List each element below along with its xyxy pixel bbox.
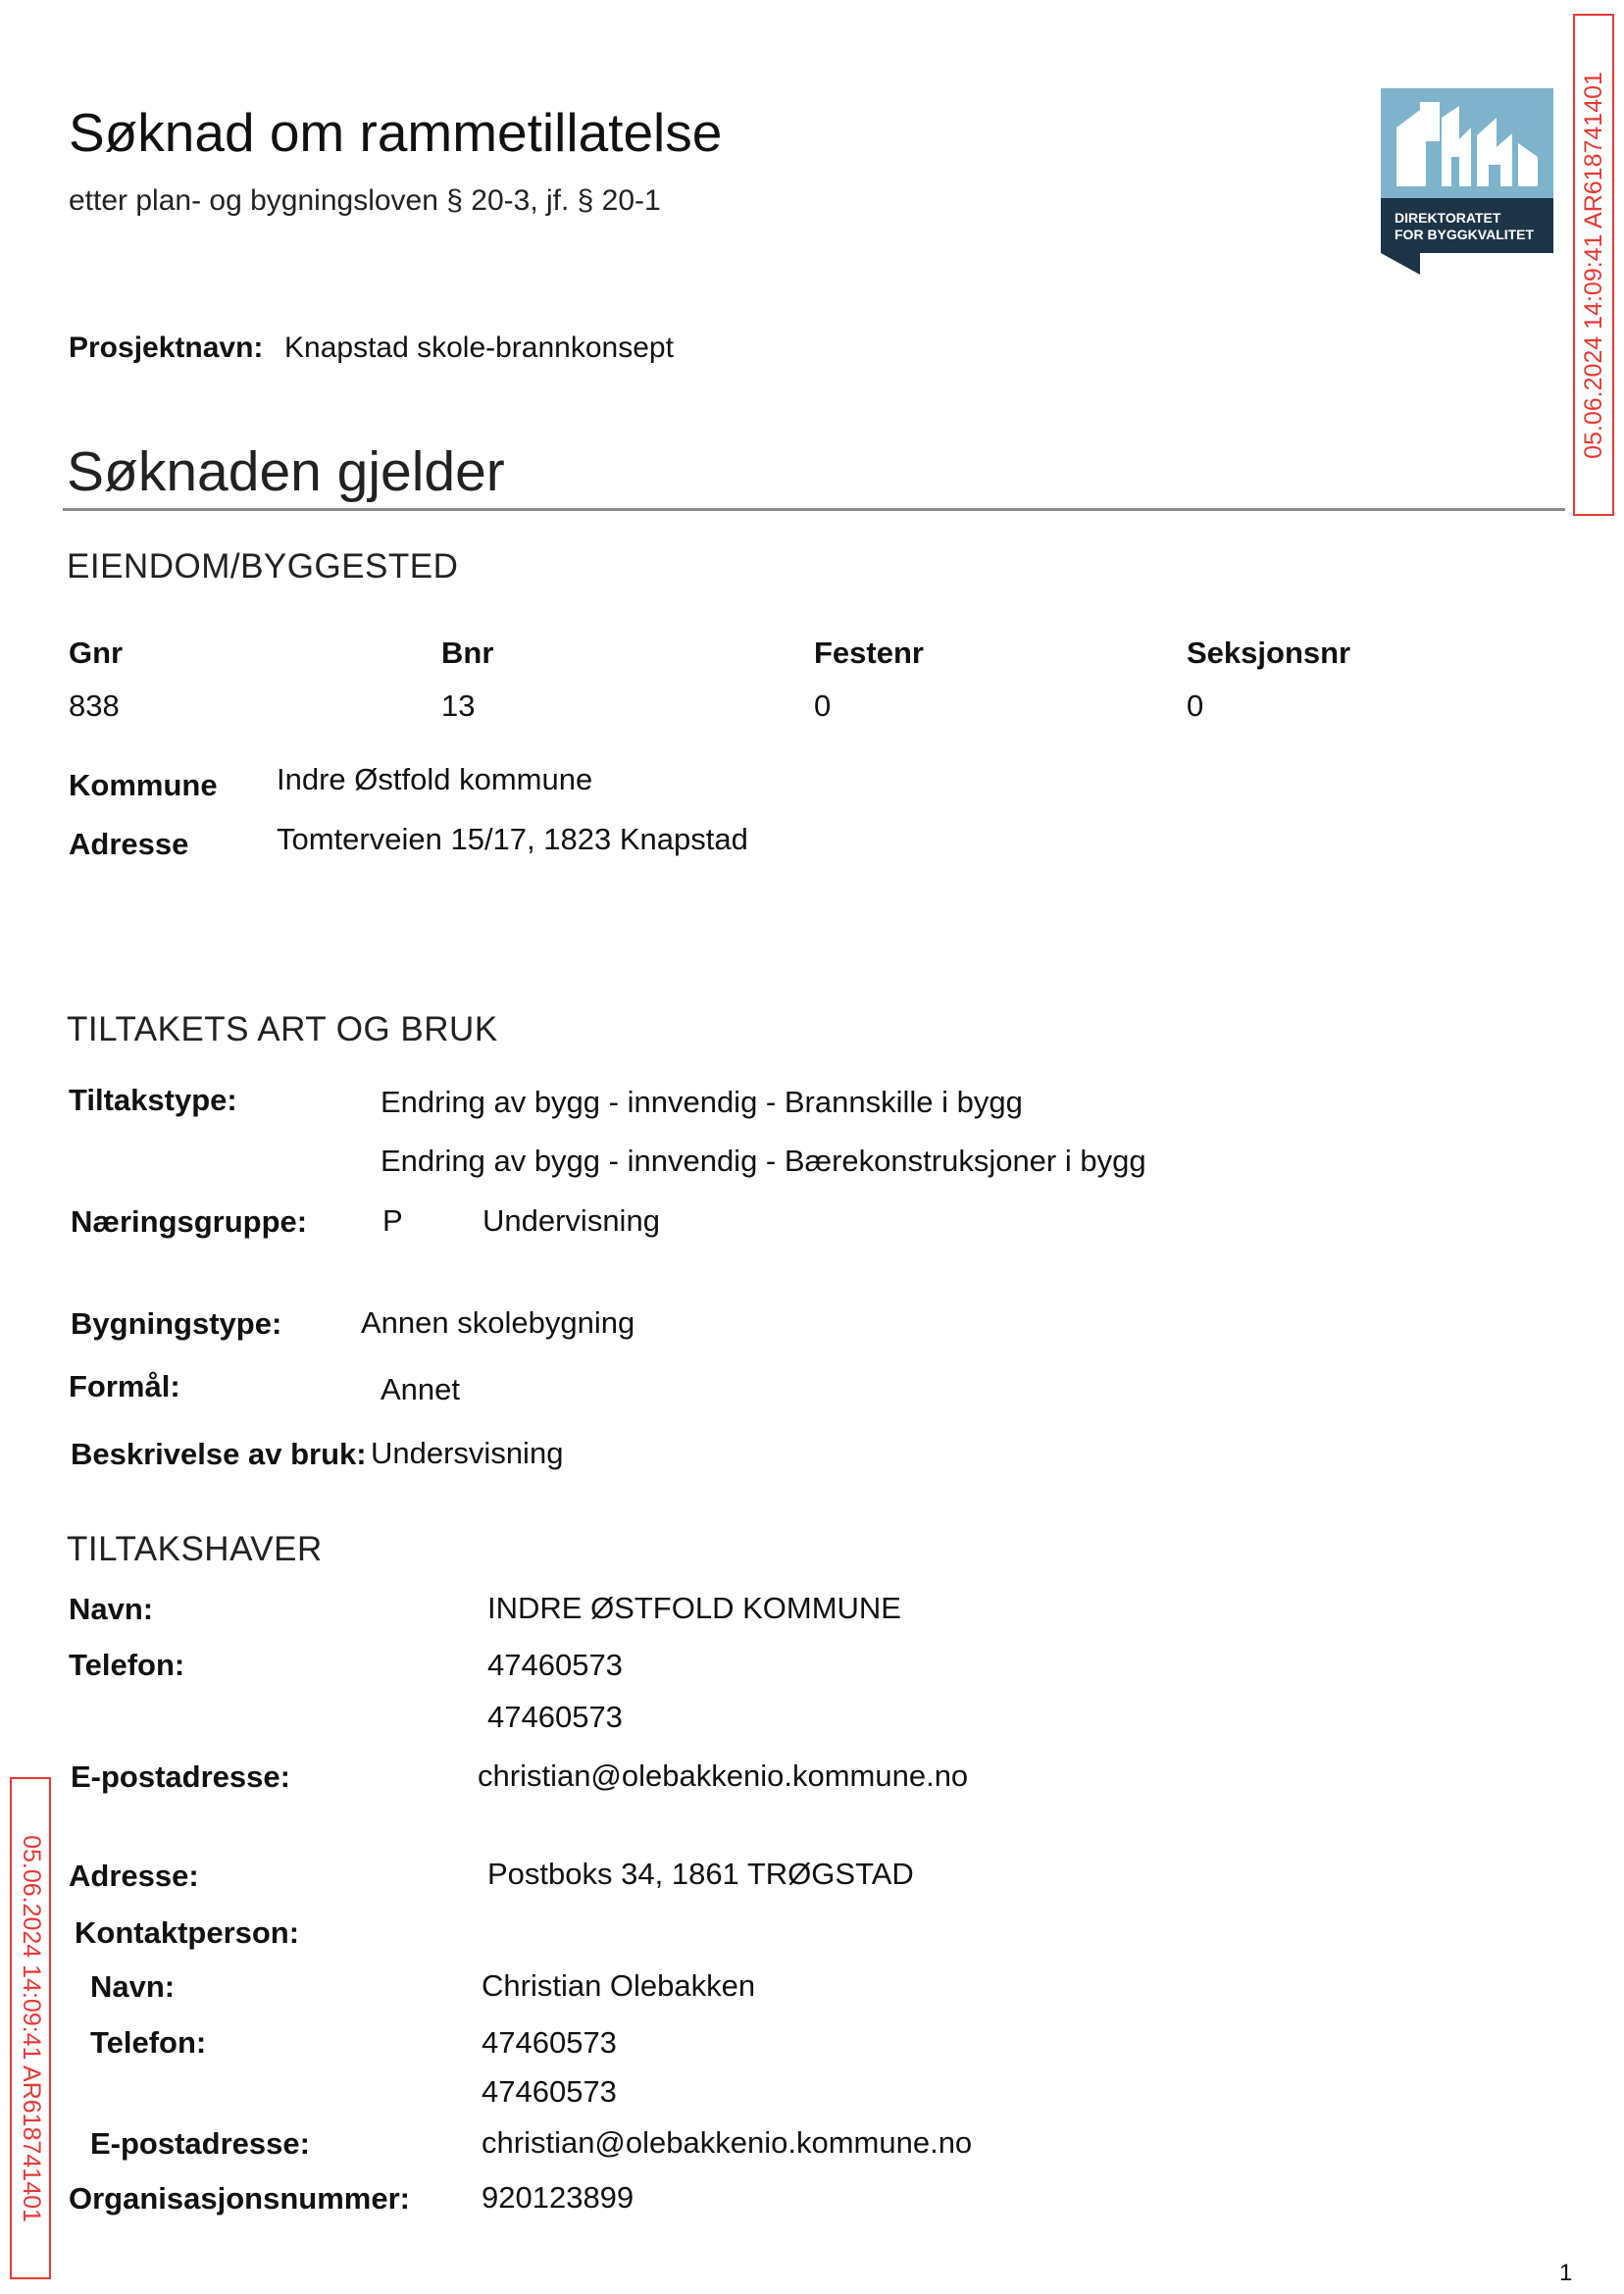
col-festenr: Festenr	[814, 636, 924, 670]
tiltakshaver-telefon-label: Telefon:	[69, 1648, 185, 1682]
tiltakshaver-adresse-value: Postboks 34, 1861 TRØGSTAD	[487, 1857, 914, 1891]
kommune-value: Indre Østfold kommune	[277, 762, 593, 796]
formaal-label: Formål:	[69, 1369, 180, 1403]
kontakt-epost-value[interactable]: christian@olebakkenio.kommune.no	[482, 2125, 973, 2160]
value-seksjonsnr: 0	[1187, 688, 1204, 723]
section-title: Søknaden gjelder	[67, 440, 505, 503]
bruk-value: Undersvisning	[371, 1436, 564, 1470]
bygningstype-value: Annen skolebygning	[361, 1305, 635, 1340]
kontakt-navn-value: Christian Olebakken	[482, 1968, 756, 2003]
document-subtitle: etter plan- og bygningsloven § 20-3, jf. § 20-1	[69, 184, 661, 217]
tiltakshaver-epost-label: E-postadresse:	[71, 1759, 290, 1794]
kontakt-telefon-value-1: 47460573	[482, 2025, 617, 2060]
kontaktperson-label: Kontaktperson:	[75, 1915, 300, 1950]
bygningstype-label: Bygningstype:	[71, 1306, 282, 1341]
value-festenr: 0	[814, 688, 832, 723]
naeringsgruppe-label: Næringsgruppe:	[71, 1204, 308, 1239]
tiltakshaver-navn-label: Navn:	[69, 1592, 154, 1626]
org-label: Organisasjonsnummer:	[69, 2181, 410, 2216]
tiltak-heading: TILTAKETS ART OG BRUK	[67, 1010, 498, 1048]
document-title: Søknad om rammetillatelse	[69, 102, 723, 163]
formaal-value: Annet	[381, 1372, 461, 1406]
logo-text-line2: FOR BYGGKVALITET	[1395, 227, 1535, 242]
stamp-text-right: 05.06.2024 14:09:41 AR618741401	[1579, 71, 1607, 459]
kontakt-telefon-label: Telefon:	[90, 2025, 207, 2060]
logo-text-line1: DIREKTORATET	[1395, 210, 1501, 226]
col-gnr: Gnr	[69, 636, 124, 670]
value-gnr: 838	[69, 688, 120, 723]
tiltakstype-value-1: Endring av bygg - innvendig - Brannskille i bygg	[381, 1085, 1023, 1119]
timestamp-stamp-right	[1573, 14, 1614, 516]
tiltakshaver-navn-value: INDRE ØSTFOLD KOMMUNE	[487, 1591, 901, 1625]
kontakt-telefon-value-2: 47460573	[482, 2074, 617, 2109]
value-bnr: 13	[441, 688, 476, 723]
property-heading: EIENDOM/BYGGESTED	[67, 547, 459, 586]
project-value: Knapstad skole-brannkonsept	[284, 331, 674, 364]
timestamp-stamp-left	[10, 1777, 51, 2279]
col-seksjonsnr: Seksjonsnr	[1187, 636, 1351, 670]
tiltakstype-value-2: Endring av bygg - innvendig - Bærekonstruksjoner i bygg	[381, 1144, 1146, 1178]
tiltakshaver-telefon-value-1: 47460573	[487, 1648, 623, 1682]
col-bnr: Bnr	[441, 636, 494, 670]
naeringsgruppe-code: P	[382, 1203, 403, 1238]
bruk-label: Beskrivelse av bruk:	[71, 1437, 367, 1471]
naeringsgruppe-value: Undervisning	[482, 1203, 660, 1238]
tiltakshaver-heading: TILTAKSHAVER	[67, 1530, 323, 1568]
adresse-value: Tomterveien 15/17, 1823 Knapstad	[277, 822, 748, 856]
page-number: 1	[1559, 2260, 1573, 2286]
tiltakshaver-epost-value[interactable]: christian@olebakkenio.kommune.no	[478, 1759, 969, 1793]
org-value: 920123899	[482, 2180, 634, 2215]
tiltakshaver-telefon-value-2: 47460573	[487, 1700, 623, 1734]
dibk-logo	[1381, 88, 1553, 275]
stamp-text-left: 05.06.2024 14:09:41 AR618741401	[17, 1834, 45, 2222]
project-label: Prosjektnavn:	[69, 331, 264, 364]
section-divider	[63, 508, 1565, 511]
building-logo-icon	[1381, 88, 1553, 275]
kommune-label: Kommune	[69, 768, 218, 802]
tiltakshaver-adresse-label: Adresse:	[69, 1859, 199, 1893]
kontakt-epost-label: E-postadresse:	[90, 2126, 310, 2161]
tiltakstype-label: Tiltakstype:	[69, 1083, 237, 1117]
adresse-label: Adresse	[69, 827, 189, 861]
kontakt-navn-label: Navn:	[90, 1969, 176, 2004]
